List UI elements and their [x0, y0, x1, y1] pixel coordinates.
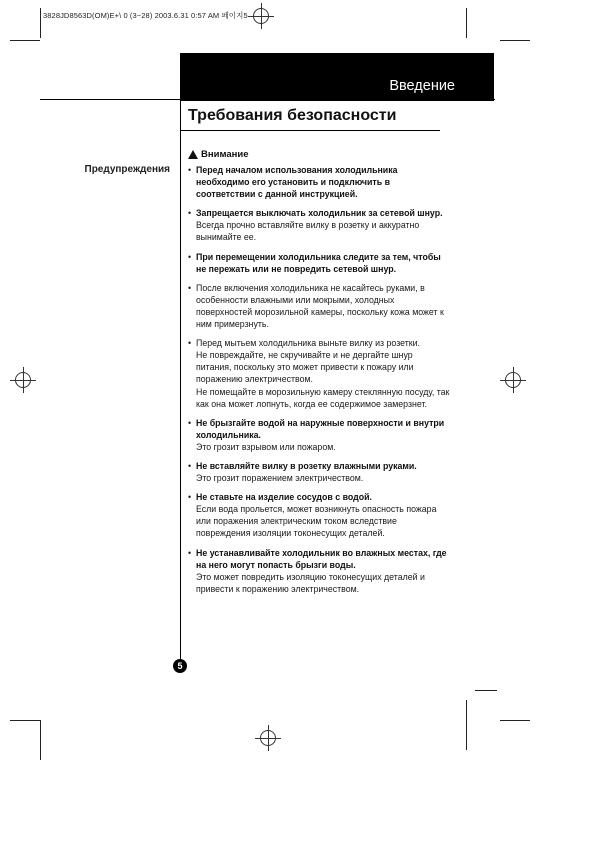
caution-label: Внимание	[201, 149, 249, 160]
list-item-bold-text: Запрещается выключать холодильник за сетевой шнур.	[196, 208, 443, 219]
list-item-bold-text: Не устанавливайте холодильник во влажных местах, где на него могут попасть брызги воды.	[196, 547, 447, 570]
list-item	[188, 417, 450, 453]
caution-heading	[188, 149, 249, 160]
crop-mark	[40, 8, 41, 38]
page-title: Требования безопасности	[188, 107, 397, 124]
list-item-bold-text: Не брызгайте водой на наружные поверхности и внутри холодильника.	[196, 417, 445, 440]
list-item	[188, 337, 450, 410]
list-item	[188, 251, 450, 275]
title-underline	[180, 130, 440, 131]
registration-mark-icon	[505, 372, 521, 388]
list-item-text: Это может повредить изоляцию токонесущих деталей и привести к поражению электричеством.	[196, 571, 425, 594]
crop-mark	[475, 690, 497, 691]
crop-mark	[466, 700, 467, 750]
section-title: Введение	[389, 78, 455, 94]
list-item	[188, 282, 450, 330]
registration-mark-icon	[260, 730, 276, 746]
safety-list	[188, 164, 450, 602]
list-item-bold-text: Не вставляйте вилку в розетку влажными руками.	[196, 460, 417, 471]
crop-mark	[10, 40, 40, 41]
list-item-text: Перед мытьем холодильника выньте вилку из розетки. Не повреждайте, не скручивайте и не дергайте шнур питания, поскольку это может привести к пожару или поражению электричеством. Не помещайте в морозильную камеру стеклянную посуду, так как она может лопнуть, когда ее содержимое замерзнет.	[196, 338, 450, 409]
list-item-bold-text: Не ставьте на изделие сосудов с водой.	[196, 492, 372, 503]
list-item-text: Это грозит взрывом или пожаром.	[196, 441, 336, 452]
list-item	[188, 547, 450, 595]
registration-mark-icon	[15, 372, 31, 388]
crop-mark	[40, 720, 41, 760]
list-item	[188, 491, 450, 539]
list-item-bold-text: При перемещении холодильника следите за тем, чтобы не пережать или не повредить сетевой шнур.	[196, 251, 441, 274]
side-heading: Предупреждения	[84, 164, 170, 175]
list-item	[188, 164, 450, 200]
list-item	[188, 460, 450, 484]
warning-triangle-icon	[188, 150, 198, 159]
crop-mark	[500, 40, 530, 41]
list-item-text: Это грозит поражением электричеством.	[196, 473, 364, 484]
column-divider	[180, 101, 181, 661]
crop-mark	[500, 720, 530, 721]
list-item-text: Всегда прочно вставляйте вилку в розетку и аккуратно вынимайте ее.	[196, 220, 420, 243]
list-item-text: Если вода прольется, может возникнуть опасность пожара или поражения электрическим током вследствие повреждения изоляции токонесущих деталей.	[196, 504, 437, 539]
list-item-bold-text: Перед началом использования холодильника необходимо его установить и подключить в соответствии с данной инструкцией.	[196, 165, 398, 200]
crop-mark	[466, 8, 467, 38]
crop-mark	[10, 720, 40, 721]
page-number: 5	[173, 659, 187, 673]
registration-mark-icon	[253, 8, 269, 24]
list-item-text: После включения холодильника не касайтесь руками, в особенности влажными или мокрыми, холодных поверхностей морозильной камеры, поскольку кожа может к ним примерзнуть.	[196, 282, 444, 330]
print-header: 3828JD8563D(OM)E+\ 0 (3~28) 2003.6.31 0:57 AM 페이지5	[43, 11, 248, 20]
list-item	[188, 207, 450, 243]
section-rule	[40, 99, 495, 100]
